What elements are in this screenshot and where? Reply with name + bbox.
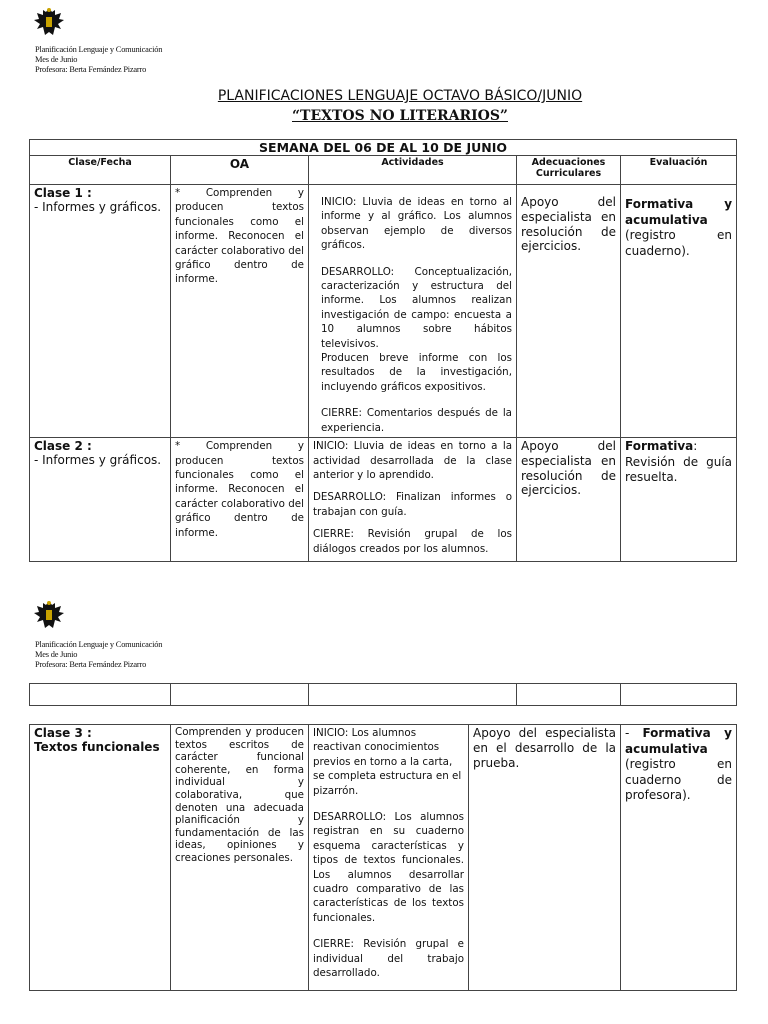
evaluation-cell bbox=[621, 185, 737, 438]
evaluation-cell bbox=[621, 438, 737, 562]
col-header-actividades: Actividades bbox=[309, 156, 517, 185]
page-title: PLANIFICACIONES LENGUAJE OCTAVO BÁSICO/JUNIO bbox=[217, 88, 583, 104]
header-line: Mes de Junio bbox=[35, 55, 78, 64]
oa-cell: * Comprenden y producen textos funcionales como el informe. Reconocen el carácter colaborativo del gráfico dentro de informe. bbox=[171, 438, 309, 562]
evaluation-detail: : Revisión de guía resuelta. bbox=[625, 439, 733, 485]
activity-inicio: INICIO: Los alumnos reactivan conocimientos previos en torno a la carta, se completa estructura en el pizarrón. bbox=[313, 727, 462, 797]
col-header-adecuaciones: Adecuaciones Curriculares bbox=[517, 156, 621, 185]
oa-cell: Comprenden y producen textos escritos de carácter funcional coherente, en forma individual y colaborativa, que denoten una adecuada planificación y fundamentación de las ideas, opiniones y creaciones personales. bbox=[171, 725, 309, 991]
activity-cierre: CIERRE: Revisión grupal de los diálogos creados por los alumnos. bbox=[313, 528, 512, 555]
evaluation-type: Formativa y acumulativa bbox=[625, 197, 733, 227]
eagle-crest-icon bbox=[33, 5, 65, 39]
evaluation-type: Formativa y acumulativa bbox=[625, 726, 732, 756]
activity-inicio: INICIO: Lluvia de ideas en torno a la actividad desarrollada de la clase anterior y lo aprendido. bbox=[313, 440, 512, 481]
page-subtitle: “TEXTOS NO LITERARIOS” bbox=[292, 108, 508, 124]
evaluation-prefix: - bbox=[625, 726, 643, 740]
evaluation-detail: (registro en cuaderno de profesora). bbox=[625, 757, 732, 803]
empty-table-row bbox=[29, 683, 737, 706]
evaluation-type: Formativa bbox=[625, 439, 694, 454]
adecuacion-cell: Apoyo del especialista en resolución de ejercicios. bbox=[517, 185, 621, 438]
adecuacion-cell: Apoyo del especialista en resolución de ejercicios. bbox=[517, 438, 621, 562]
activity-inicio: INICIO: Lluvia de ideas en torno al informe y al gráfico. Los alumnos observan ejemplo de diversos gráficos. bbox=[321, 196, 512, 252]
class-topic: - Informes y gráficos. bbox=[34, 200, 162, 214]
col-header-oa: OA bbox=[171, 156, 309, 185]
header-line: Planificación Lenguaje y Comunicación bbox=[35, 640, 163, 649]
activity-cierre: CIERRE: Revisión grupal e individual del trabajo desarrollado. bbox=[313, 938, 464, 980]
evaluation-detail: (registro en cuaderno). bbox=[625, 228, 733, 258]
class-label: Clase 2 : bbox=[34, 439, 92, 454]
week-heading: SEMANA DEL 06 DE AL 10 DE JUNIO bbox=[30, 140, 737, 156]
header-line: Profesora: Berta Fernández Pizarro bbox=[35, 65, 147, 74]
activity-cierre: CIERRE: Comentarios después de la experiencia. bbox=[321, 407, 512, 434]
class-topic: Textos funcionales bbox=[34, 740, 160, 754]
activity-desarrollo-2: Producen breve informe con los resultados de la investigación, incluyendo gráficos expositivos. bbox=[321, 352, 512, 393]
header-info bbox=[35, 45, 162, 75]
header-info bbox=[35, 640, 162, 670]
header-line: Planificación Lenguaje y Comunicación bbox=[35, 45, 163, 54]
col-header-evaluacion: Evaluación bbox=[621, 156, 737, 185]
table-row bbox=[30, 185, 737, 438]
table-row bbox=[30, 725, 737, 991]
class-label: Clase 3 : bbox=[34, 726, 92, 740]
planning-table-2 bbox=[29, 724, 737, 991]
col-header-clase: Clase/Fecha bbox=[30, 156, 171, 185]
eagle-crest-icon bbox=[33, 598, 65, 632]
table-row bbox=[30, 438, 737, 562]
header-line: Mes de Junio bbox=[35, 650, 78, 659]
oa-cell: * Comprenden y producen textos funcionales como el informe. Reconocen el carácter colaborativo del gráfico dentro de informe. bbox=[171, 185, 309, 438]
evaluation-cell bbox=[621, 725, 737, 991]
header-line: Profesora: Berta Fernández Pizarro bbox=[35, 660, 147, 669]
planning-table bbox=[29, 139, 737, 562]
activity-desarrollo: DESARROLLO: Finalizan informes o trabajan con guía. bbox=[313, 491, 512, 518]
adecuacion-cell: Apoyo del especialista en el desarrollo de la prueba. bbox=[469, 725, 621, 991]
class-topic: - Informes y gráficos. bbox=[34, 453, 162, 468]
activity-desarrollo: DESARROLLO: Los alumnos registran en su cuaderno esquema características y tipos de textos funcionales. Los alumnos desarrollar cuadro comparativo de las características de los textos funcionales. bbox=[313, 811, 464, 924]
class-label: Clase 1 : bbox=[34, 186, 92, 200]
activity-desarrollo: DESARROLLO: Conceptualización, caracterización y estructura del informe. Los alumnos realizan investigación de campo: encuesta a 10 alumnos sobre hábitos televisivos. bbox=[321, 265, 512, 350]
